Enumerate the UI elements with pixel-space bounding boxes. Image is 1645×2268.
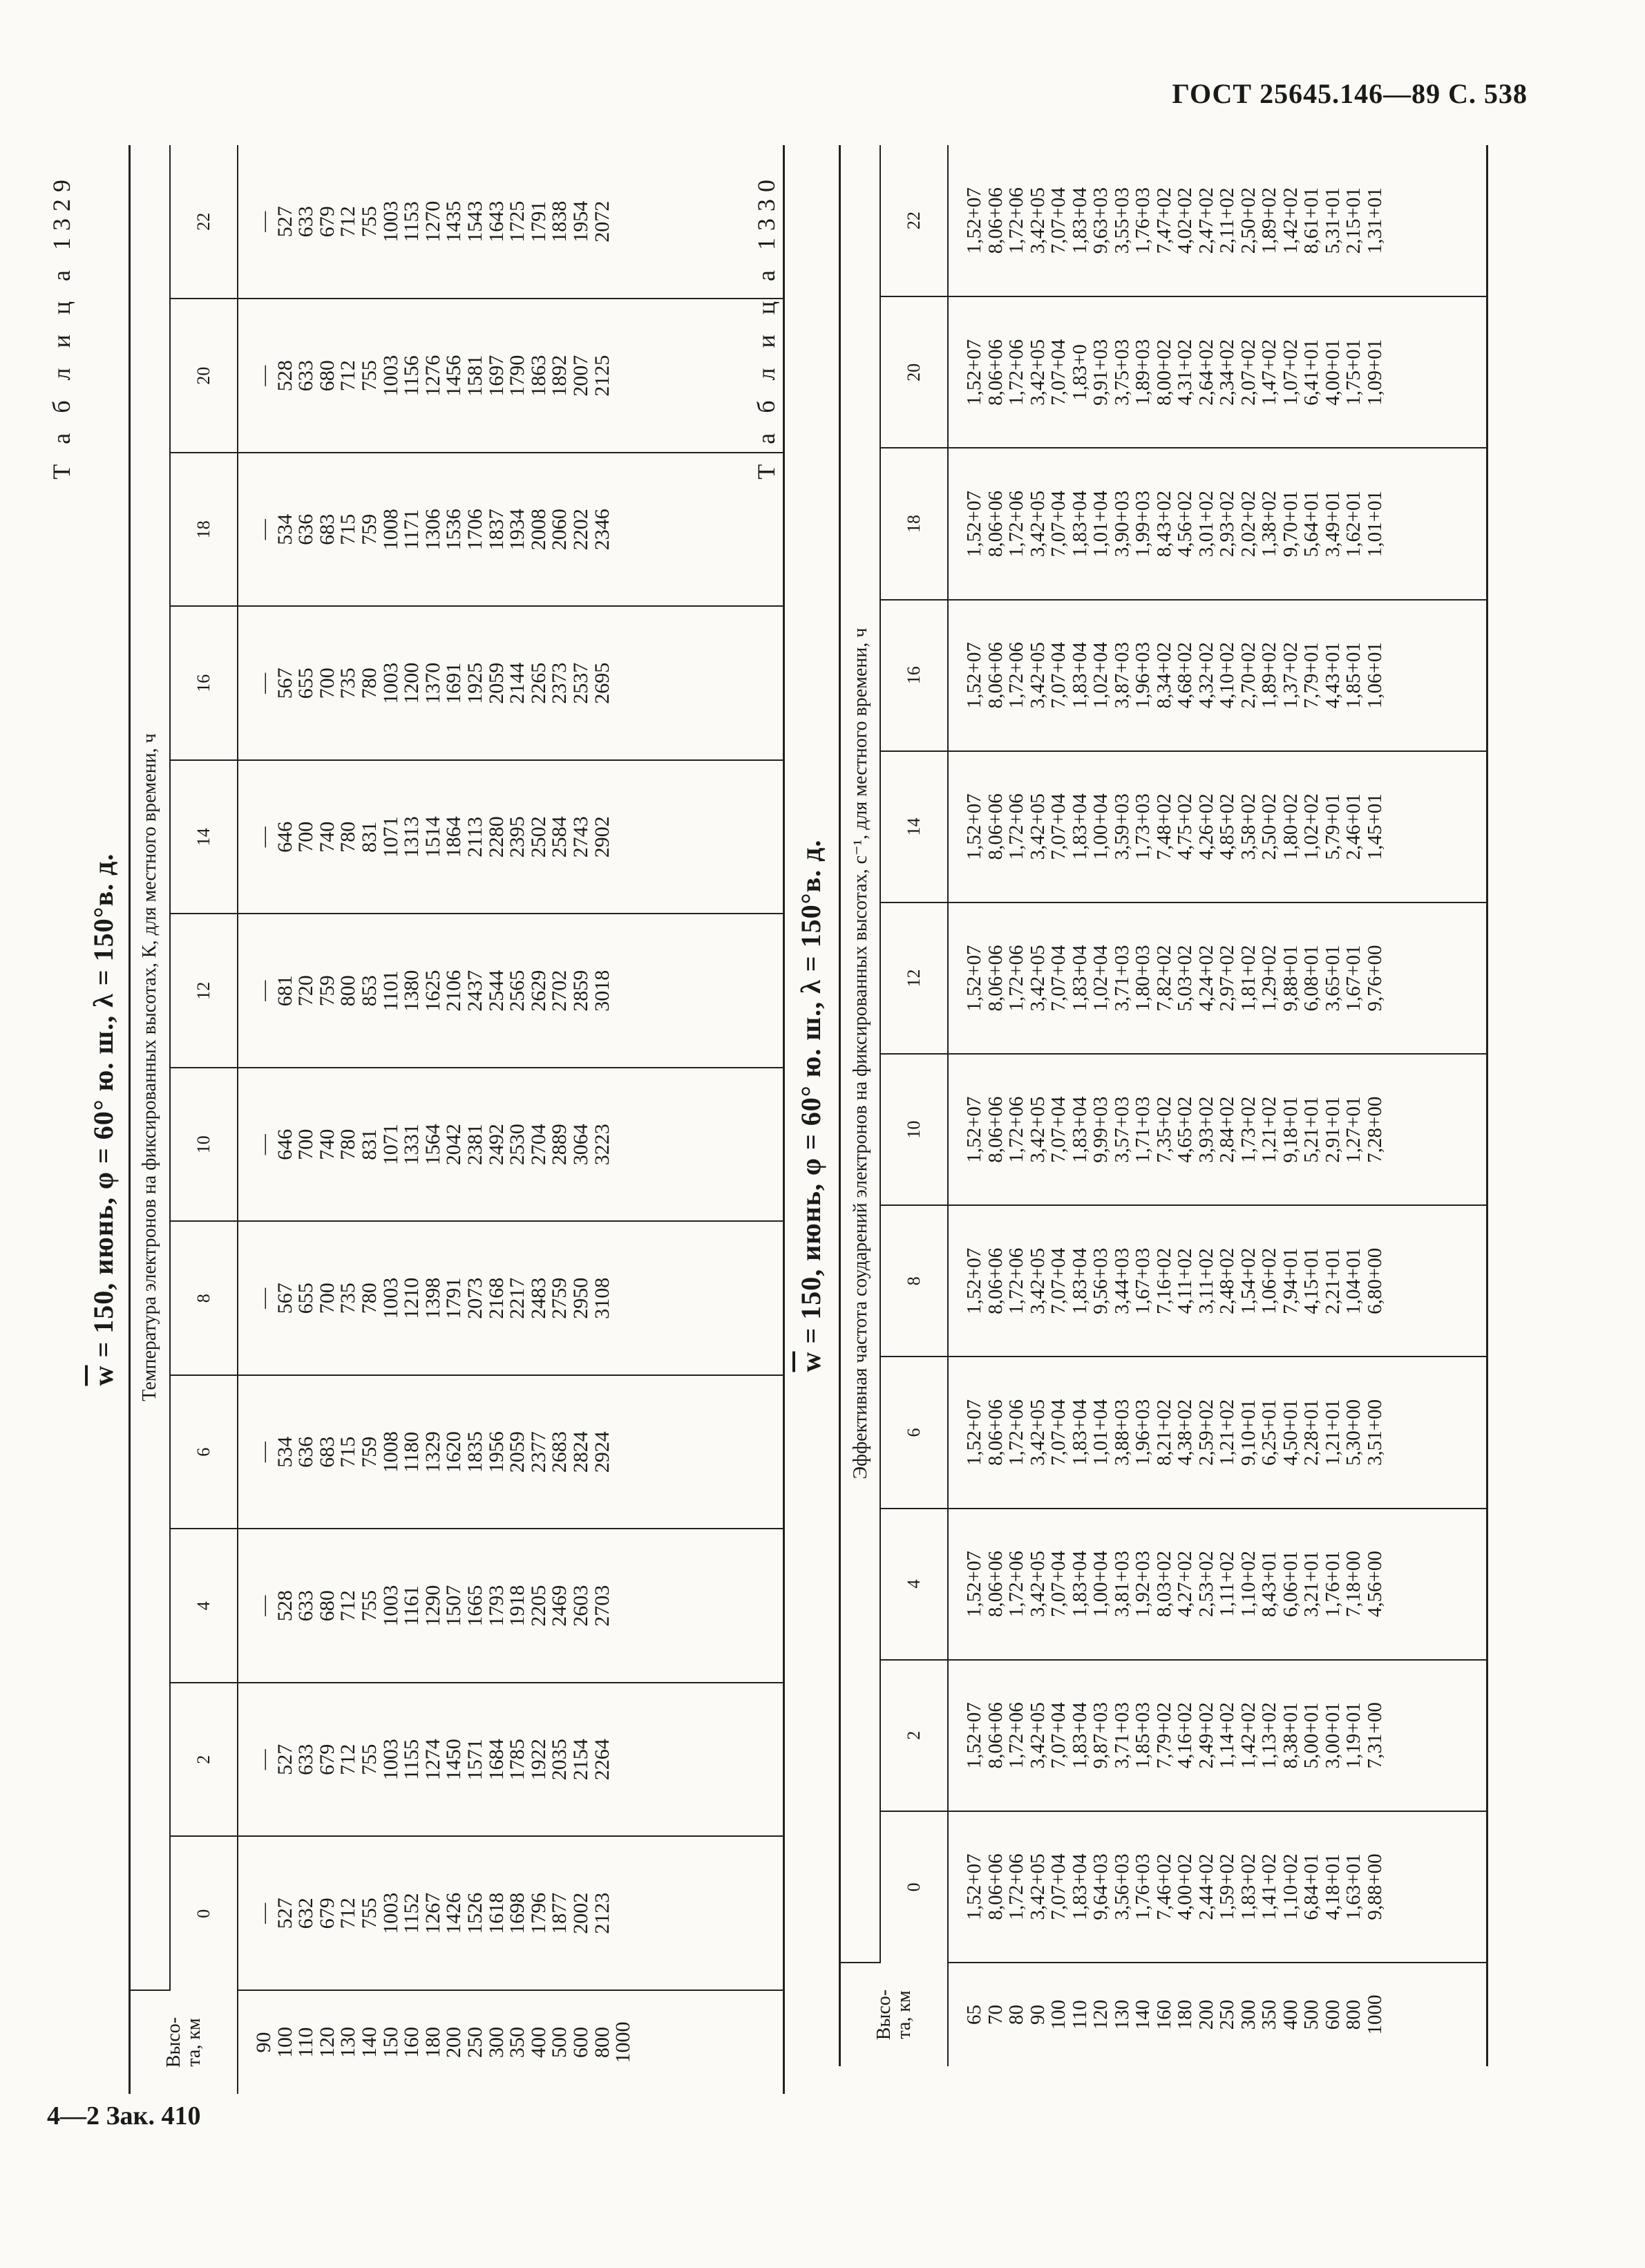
table-1330-label: Т а б л и ц а 1330 [752, 173, 780, 480]
hour-header: 8 [880, 1205, 948, 1357]
hour-header: 14 [880, 751, 948, 903]
table-1330-block [746, 145, 1527, 2066]
hour-header: 18 [170, 453, 238, 607]
hours-row [880, 145, 948, 2066]
data-column: 1,52+07 8,06+06 1,72+06 3,42+05 7,07+04 1,83+0 9,91+03 3,75+03 1,89+03 8,00+02 4,31+02 2,64+02 2,34+02 2,07+02 1,47+02 1,07+02 6,41+01 4,00+01 1,75+01 1,09+01 [948, 296, 1487, 448]
data-column: 1,52+07 8,06+06 1,72+06 3,42+05 7,07+04 1,83+04 1,00+04 3,59+03 1,73+03 7,48+02 4,75+02 4,26+02 4,85+02 3,58+02 2,50+02 1,80+02 1,02+02 5,79+01 2,46+01 1,45+01 [948, 751, 1487, 903]
heights-column: 65 70 80 90 100 110 120 130 140 160 180 200 250 300 350 400 500 600 800 1000 [963, 1994, 1386, 2035]
table-1329-block [41, 145, 808, 2094]
hour-header: 16 [880, 600, 948, 751]
hour-header: 10 [170, 1068, 238, 1222]
table-1330-formula [795, 145, 827, 2066]
data-column: — 681 720 759 800 853 1101 1380 1625 2106 2437 2544 2565 2629 2702 2859 3018 [238, 914, 783, 1068]
data-column: — 646 700 740 780 831 1071 1331 1564 2042 2381 2492 2530 2704 2889 3064 3223 [238, 1068, 783, 1222]
hour-header: 12 [880, 903, 948, 1054]
data-column: 1,52+07 8,06+06 1,72+06 3,42+05 7,07+04 1,83+04 9,56+03 3,44+03 1,67+03 7,16+02 4,11+02 3,11+02 2,48+02 1,54+02 1,06+02 7,94+01 4,15+01 2,21+01 1,04+01 6,80+00 [948, 1205, 1487, 1357]
hour-header: 6 [880, 1357, 948, 1508]
stub-header: Высо- та, км [130, 1990, 238, 2094]
hours-row [170, 145, 238, 2094]
table-1329 [129, 145, 785, 2094]
table-1330-formula-rest: = 150, июнь, φ = 60° ю. ш., λ = 150°в. д. [795, 839, 826, 1352]
hour-header: 10 [880, 1054, 948, 1205]
hour-header: 4 [880, 1509, 948, 1660]
stub-header: Высо- та, км [840, 1963, 949, 2066]
table-1330 [839, 145, 1488, 2066]
hour-header: 0 [170, 1837, 238, 1991]
hour-header: 20 [170, 299, 238, 453]
data-column: — 527 632 679 712 755 1003 1152 1267 1426 1526 1618 1698 1796 1877 2002 2123 [238, 1837, 783, 1991]
hour-header: 20 [880, 296, 948, 448]
data-column: — 534 636 683 715 759 1008 1180 1329 1620 1835 1956 2059 2377 2683 2824 2924 [238, 1375, 783, 1529]
data-column: — 528 633 680 712 755 1003 1161 1290 1507 1665 1793 1918 2205 2469 2603 2703 [238, 1529, 783, 1683]
heights-column: 90 100 110 120 130 140 150 160 180 200 250 300 350 400 500 600 800 1000 [252, 2021, 635, 2063]
hour-header: 2 [170, 1683, 238, 1837]
hour-header: 22 [170, 145, 238, 299]
table-1329-formula [87, 145, 120, 2094]
hour-header: 4 [170, 1529, 238, 1683]
data-column: — 534 636 683 715 759 1008 1171 1306 1536 1706 1837 1934 2008 2060 2202 2346 [238, 453, 783, 607]
table-1329-formula-w: $\overline{w}$ [88, 1365, 119, 1386]
data-column: 1,52+07 8,06+06 1,72+06 3,42+05 7,07+04 1,83+04 9,63+03 3,55+03 1,76+03 7,47+02 4,02+02 2,47+02 2,11+02 2,50+02 1,89+02 1,42+02 8,61+01 5,31+01 2,15+01 1,31+01 [948, 145, 1487, 296]
hour-header: 8 [170, 1222, 238, 1376]
data-column: 1,52+07 8,06+06 1,72+06 3,42+05 7,07+04 1,83+04 1,01+04 3,88+03 1,96+03 8,21+02 4,38+02 2,59+02 1,21+02 9,10+01 6,25+01 4,50+01 2,28+01 1,21+01 5,30+00 3,51+00 [948, 1357, 1487, 1508]
span-header: Эффективная частота соударений электронов на фиксированных высотах, с⁻¹, для местного времени, ч [840, 145, 881, 1963]
hour-header: 12 [170, 914, 238, 1068]
span-header: Температура электронов на фиксированных высотах, К, для местного времени, ч [130, 145, 171, 1990]
page-header: ГОСТ 25645.146—89 С. 538 [1172, 78, 1528, 109]
hour-header: 16 [170, 607, 238, 761]
data-column: 1,52+07 8,06+06 1,72+06 3,42+05 7,07+04 1,83+04 9,99+03 3,57+03 1,71+03 7,35+02 4,65+02 3,93+02 2,84+02 1,73+02 1,21+02 9,18+01 5,21+01 2,91+01 1,27+01 7,28+00 [948, 1054, 1487, 1205]
data-column: — 528 633 680 712 755 1003 1156 1276 1456 1581 1697 1790 1863 1892 2007 2125 [238, 299, 783, 453]
data-column: — 567 655 700 735 780 1003 1200 1370 1691 1925 2059 2144 2265 2373 2537 2695 [238, 607, 783, 761]
data-column: 1,52+07 8,06+06 1,72+06 3,42+05 7,07+04 1,83+04 1,02+04 3,87+03 1,96+03 8,34+02 4,68+02 4,32+02 4,10+02 2,70+02 1,89+02 1,37+02 7,79+01 4,43+01 1,85+01 1,06+01 [948, 600, 1487, 751]
data-column: — 527 633 679 712 755 1003 1153 1270 1435 1543 1643 1725 1791 1838 1954 2072 [238, 145, 783, 299]
hour-header: 14 [170, 760, 238, 914]
data-column: 1,52+07 8,06+06 1,72+06 3,42+05 7,07+04 1,83+04 9,64+03 3,56+03 1,76+03 7,46+02 4,00+02 2,44+02 1,59+02 1,83+02 1,41+02 1,10+02 6,84+01 4,18+01 1,63+01 9,88+00 [948, 1811, 1487, 1963]
hour-header: 2 [880, 1660, 948, 1811]
data-column: 1,52+07 8,06+06 1,72+06 3,42+05 7,07+04 1,83+04 9,87+03 3,71+03 1,85+03 7,79+02 4,16+02 2,49+02 1,14+02 1,42+02 1,13+02 8,38+01 5,00+01 3,00+01 1,19+01 7,31+00 [948, 1660, 1487, 1811]
data-column: — 646 700 740 780 831 1071 1313 1514 1864 2113 2280 2395 2502 2584 2743 2902 [238, 760, 783, 914]
data-column: — 527 633 679 712 755 1003 1155 1274 1450 1571 1684 1785 1922 2035 2154 2264 [238, 1683, 783, 1837]
hour-header: 22 [880, 145, 948, 296]
data-column: 1,52+07 8,06+06 1,72+06 3,42+05 7,07+04 1,83+04 1,02+04 3,71+03 1,80+03 7,82+02 5,03+02 4,24+02 2,97+02 1,81+02 1,29+02 9,88+01 6,08+01 3,65+01 1,67+01 9,76+00 [948, 903, 1487, 1054]
hour-header: 6 [170, 1375, 238, 1529]
page-footer: 4—2 Зак. 410 [47, 2101, 201, 2130]
data-column: — 567 655 700 735 780 1003 1210 1398 1791 2073 2168 2217 2483 2759 2950 3108 [238, 1222, 783, 1376]
hour-header: 18 [880, 448, 948, 599]
data-column: 1,52+07 8,06+06 1,72+06 3,42+05 7,07+04 1,83+04 1,01+04 3,90+03 1,99+03 8,43+02 4,56+02 3,01+02 2,93+02 2,02+02 1,38+02 9,70+01 5,64+01 3,49+01 1,62+01 1,01+01 [948, 448, 1487, 599]
table-1329-label: Т а б л и ц а 1329 [48, 173, 75, 480]
table-1330-formula-w: $\overline{w}$ [795, 1351, 826, 1372]
table-1329-formula-rest: = 150, июнь, φ = 60° ю. ш., λ = 150°в. д. [88, 853, 119, 1365]
data-column: 1,52+07 8,06+06 1,72+06 3,42+05 7,07+04 1,83+04 1,00+04 3,81+03 1,92+03 8,03+02 4,27+02 2,53+02 1,11+02 1,10+02 8,43+01 6,06+01 3,21+01 1,76+01 7,18+00 4,56+00 [948, 1509, 1487, 1660]
hour-header: 0 [880, 1811, 948, 1963]
